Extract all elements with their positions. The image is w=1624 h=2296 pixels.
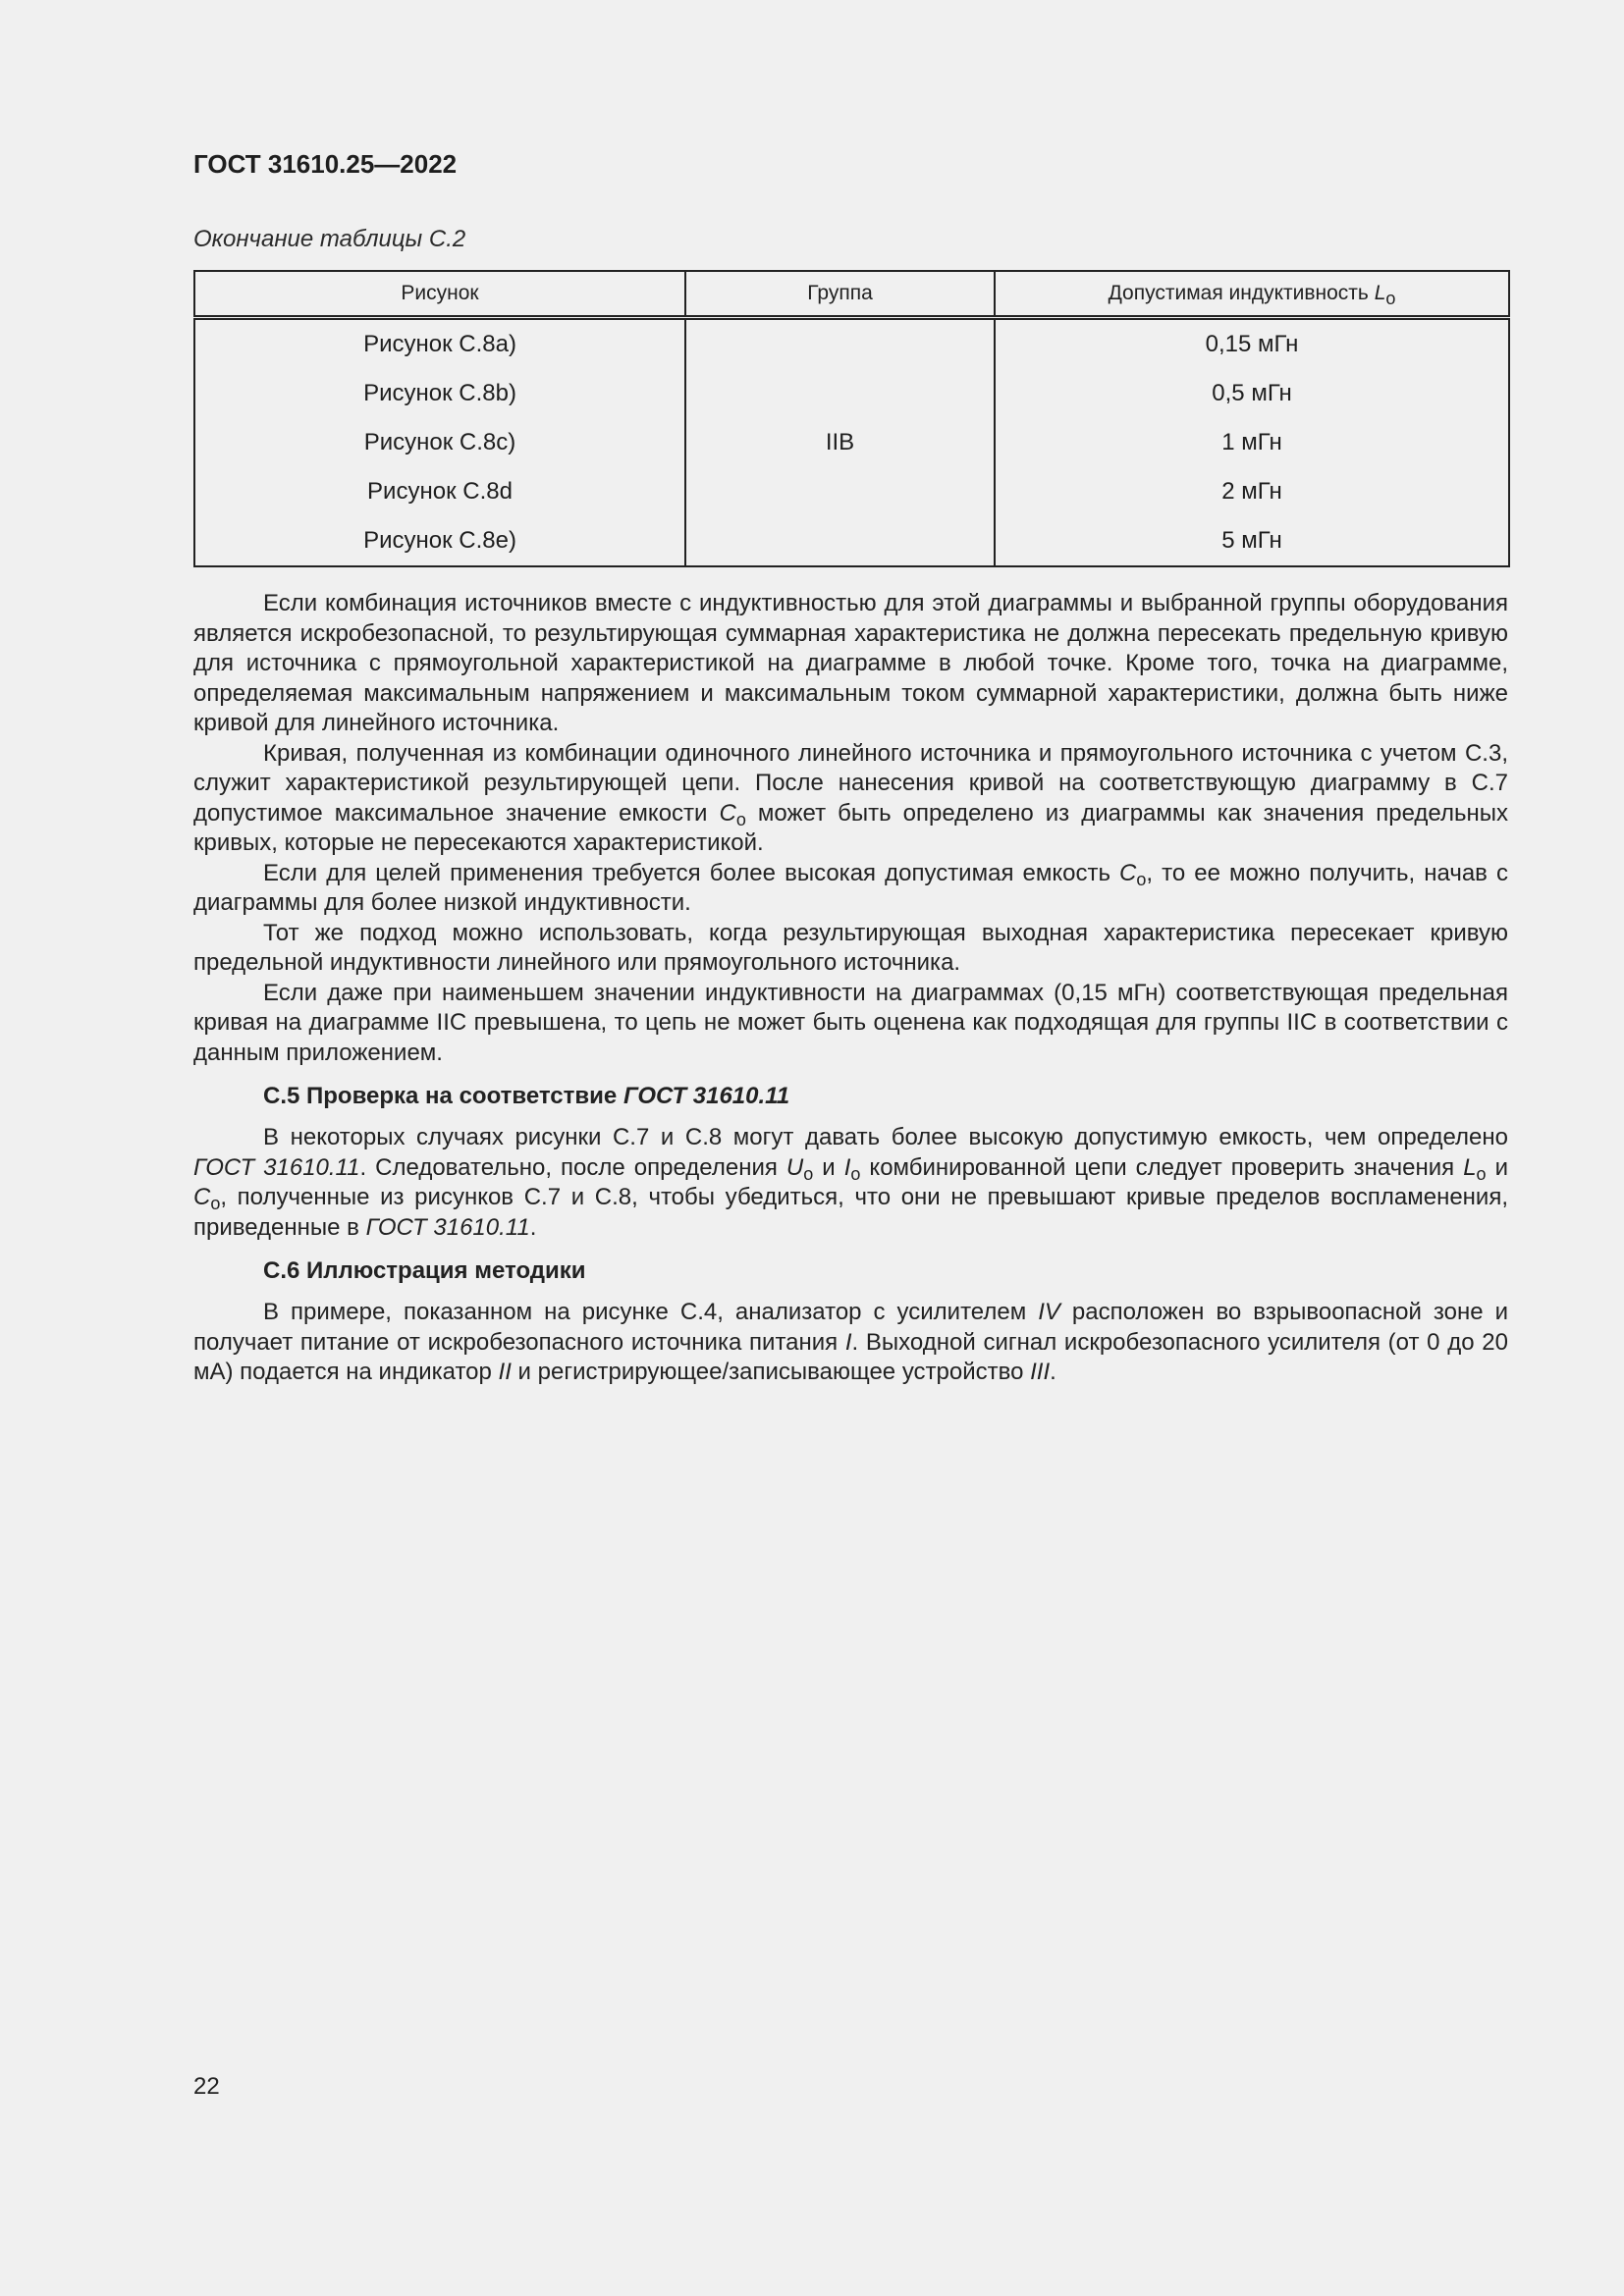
cell-inductance: 2 мГн [995, 467, 1509, 516]
cell-inductance: 5 мГн [995, 516, 1509, 566]
cell-figure: Рисунок С.8d [194, 467, 685, 516]
cell-group: IIB [685, 318, 995, 567]
paragraph: Кривая, полученная из комбинации одиночного линейного источника и прямоугольного источника с учетом С.3, служит характеристикой результирующей цепи. После нанесения кривой на соответствующую диаграмму в С.7 допустимое максимальное значение емкости $C_о$ может быть определено из диаграммы как значения предельных кривых, которые не пересекаются характеристикой. [193, 739, 1508, 856]
header-inductance: Допустимая индуктивность $L_о$ [995, 271, 1509, 318]
body-text [193, 589, 1508, 1388]
cell-figure: Рисунок С.8b) [194, 369, 685, 418]
header-group: Группа [685, 271, 995, 318]
paragraph: В примере, показанном на рисунке С.4, анализатор с усилителем IV расположен во взрывоопасной зоне и получает питание от искробезопасного источника питания I. Выходной сигнал искробезопасного усилителя (от 0 до 20 мА) подается на индикатор II и регистрирующее/записывающее устройство III. [193, 1299, 1508, 1385]
cell-inductance: 0,15 мГн [995, 318, 1509, 370]
cell-inductance: 1 мГн [995, 418, 1509, 467]
document-header: ГОСТ 31610.25—2022 [193, 149, 458, 179]
cell-figure: Рисунок С.8с) [194, 418, 685, 467]
header-figure: Рисунок [194, 271, 685, 318]
cell-figure: Рисунок С.8а) [194, 318, 685, 370]
table-header-row [194, 271, 1509, 318]
table-row [194, 318, 1509, 370]
page-number: 22 [193, 2073, 220, 2100]
section-heading-c6: С.6 Иллюстрация методики [263, 1257, 586, 1284]
paragraph: В некоторых случаях рисунки С.7 и С.8 могут давать более высокую допустимую емкость, чем определено ГОСТ 31610.11. Следовательно, после определения $U_о$ и $I_о$ комбинированной цепи следует проверить значения $L_о$ и $C_о$, полученные из рисунков С.7 и С.8, чтобы убедиться, что они не превышают кривые пределов воспламенения, приведенные в ГОСТ 31610.11. [193, 1124, 1508, 1241]
cell-inductance: 0,5 мГн [995, 369, 1509, 418]
table-caption: Окончание таблицы С.2 [193, 226, 466, 252]
cell-figure: Рисунок С.8е) [194, 516, 685, 566]
paragraph: Если комбинация источников вместе с индуктивностью для этой диаграммы и выбранной группы оборудования является искробезопасной, то результирующая суммарная характеристика не должна пересекать предельную кривую для источника с прямоугольной характеристикой на диаграмме в любой точке. Кроме того, точка на диаграмме, определяемая максимальным напряжением и максимальным током суммарной характеристики, должна быть ниже кривой для линейного источника. [193, 590, 1508, 736]
section-heading-c5: С.5 Проверка на соответствие ГОСТ 31610.11 [263, 1083, 790, 1109]
paragraph: Если для целей применения требуется более высокая допустимая емкость $C_о$, то ее можно получить, начав с диаграммы для более низкой индуктивности. [193, 859, 1508, 916]
paragraph: Тот же подход можно использовать, когда результирующая выходная характеристика пересекает кривую предельной индуктивности линейного или прямоугольного источника. [193, 919, 1508, 976]
paragraph: Если даже при наименьшем значении индуктивности на диаграммах (0,15 мГн) соответствующая предельная кривая на диаграмме IIС превышена, то цепь не может быть оценена как подходящая для группы IIС в соответствии с данным приложением. [193, 979, 1508, 1066]
inductance-table [193, 270, 1510, 567]
